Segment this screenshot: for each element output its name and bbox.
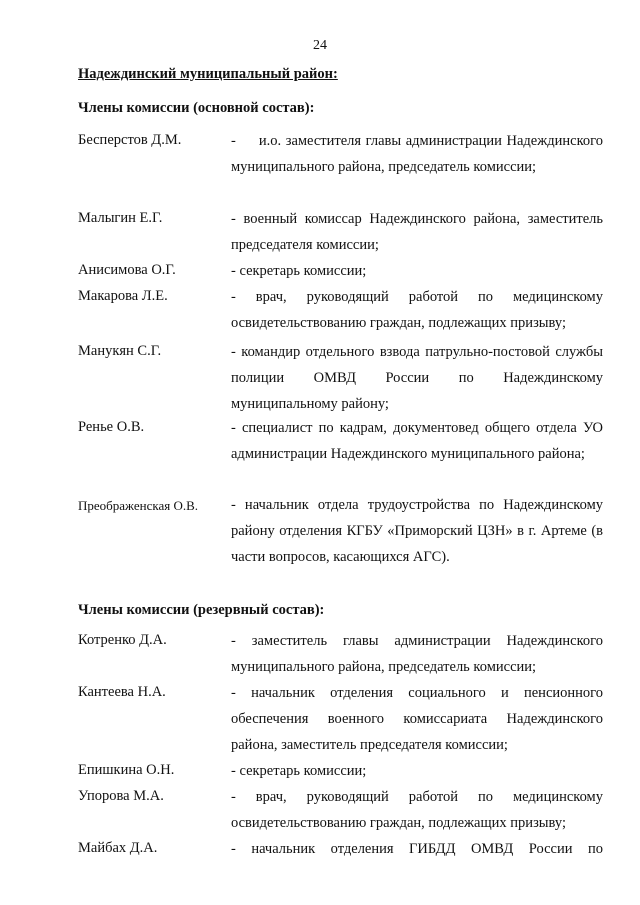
- member-name: Макарова Л.Е.: [78, 288, 168, 304]
- main-composition-heading: Члены комиссии (основной состав):: [78, 100, 315, 116]
- member-description: - командир отдельного взвода патрульно-постовой службы полиции ОМВД России по Надеждинскому муниципальному району;: [231, 344, 603, 412]
- member-name: Епишкина О.Н.: [78, 762, 175, 778]
- member-name: Котренко Д.А.: [78, 632, 167, 648]
- member-description: - врач, руководящий работой по медицинскому освидетельствованию граждан, подлежащих призыву;: [231, 789, 603, 831]
- member-description: - заместитель главы администрации Надеждинского муниципального района, председатель комиссии;: [231, 633, 603, 675]
- member-description: - начальник отделения ГИБДД ОМВД России по: [231, 841, 603, 857]
- member-name: Упорова М.А.: [78, 788, 164, 804]
- district-title: Надеждинский муниципальный район:: [78, 66, 338, 82]
- member-description: - врач, руководящий работой по медицинскому освидетельствованию граждан, подлежащих призыву;: [231, 289, 603, 331]
- member-name: Манукян С.Г.: [78, 343, 162, 359]
- reserve-composition-heading: Члены комиссии (резервный состав):: [78, 602, 325, 618]
- member-description: - начальник отдела трудоустройства по Надеждинскому району отделения КГБУ «Приморский ЦЗН» в г. Артеме (в части вопросов, касающихся АГС).: [231, 497, 603, 565]
- member-name: Анисимова О.Г.: [78, 262, 176, 278]
- member-description: - секретарь комиссии;: [231, 263, 367, 279]
- member-name: Бесперстов Д.М.: [78, 132, 182, 148]
- member-name: Ренье О.В.: [78, 419, 145, 435]
- member-name: Малыгин Е.Г.: [78, 210, 163, 226]
- member-description: - начальник отделения социального и пенсионного обеспечения военного комиссариата Надеждинского района, заместитель председателя комиссии;: [231, 685, 603, 753]
- member-description: - военный комиссар Надеждинского района, заместитель председателя комиссии;: [231, 211, 603, 253]
- member-name: Кантеева Н.А.: [78, 684, 166, 700]
- page-number: 24: [313, 38, 327, 53]
- member-name: Преображенская О.В.: [78, 498, 199, 513]
- member-description: - секретарь комиссии;: [231, 763, 367, 779]
- member-description: - специалист по кадрам, документовед общего отдела УО администрации Надеждинского муниципального района;: [231, 420, 603, 462]
- member-name: Майбах Д.А.: [78, 840, 158, 856]
- member-description: - и.о. заместителя главы администрации Надеждинского муниципального района, председатель комиссии;: [231, 133, 603, 175]
